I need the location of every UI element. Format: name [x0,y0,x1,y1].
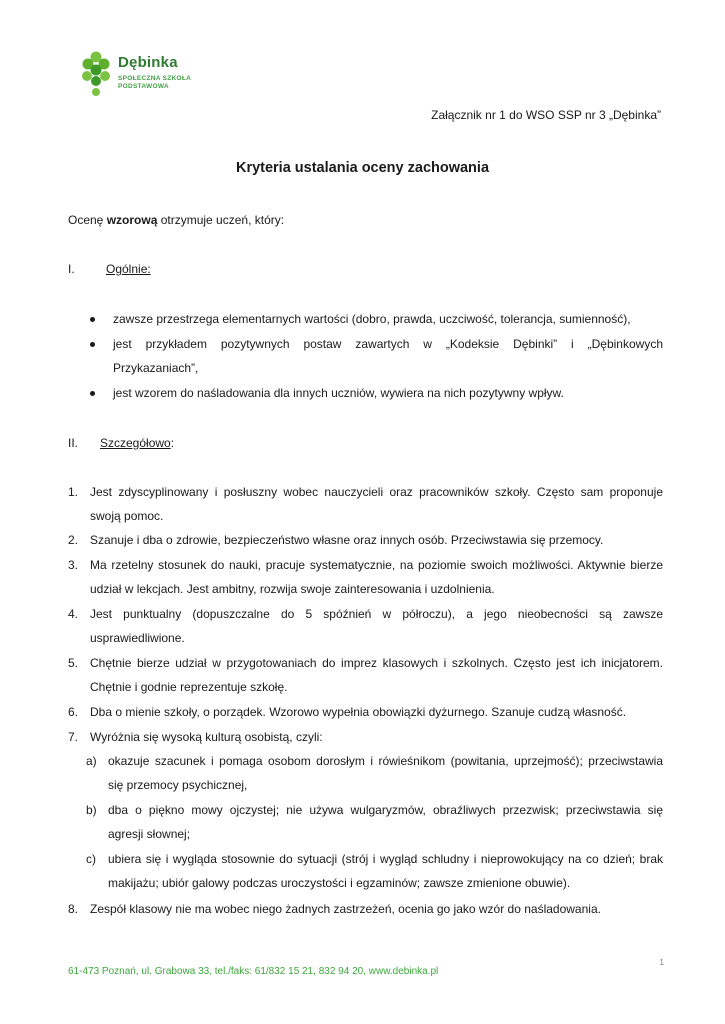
section2-title-text: Szczegółowo [100,436,171,450]
item-number: 4. [68,607,79,621]
sublist-item-continuation: agresji słownej; [108,827,191,841]
section1-number: I. [68,262,75,276]
section1-title: Ogólnie: [106,262,151,276]
item-number: 5. [68,656,79,670]
section2-number: II. [68,436,79,450]
item-number: 2. [68,533,79,547]
oak-leaf-icon [80,50,114,98]
intro-sentence [68,208,284,232]
sublist-item-continuation: makijażu; ubiór galowy podczas uroczystości i egzaminów; zawsze zmienione obuwie). [108,876,571,890]
list-item: Dba o mienie szkoły, o porządek. Wzorowo wypełnia obowiązki dyżurnego. Szanuje cudzą własność. [90,705,627,719]
list-item-continuation: Chętnie i godnie reprezentuje szkołę. [90,680,288,694]
list-item: jest przykładem pozytywnych postaw zawartych w „Kodeksie Dębinki” i „Dębinkowych [113,337,663,351]
item-number: 3. [68,558,79,572]
item-number: 8. [68,902,79,916]
bullet-icon [90,391,95,396]
list-item: zawsze przestrzega elementarnych wartości (dobro, prawda, uczciwość, tolerancja, sumienność), [113,312,631,326]
sublist-item: ubiera się i wygląda stosownie do sytuacji (strój i wygląd schludny i nieprowokujący na co dzień; brak [108,852,663,866]
sublist-item-continuation: się przemocy psychicznej, [108,778,248,792]
section2-title [100,436,174,450]
intro-text-after: otrzymuje uczeń, który: [157,213,285,227]
list-item-continuation: swoją pomoc. [90,509,164,523]
sublist-item: okazuje szacunek i pomaga osobom dorosłym i rówieśnikom (powitania, uprzejmość); przeciwstawia [108,754,663,768]
bullet-icon [90,342,95,347]
subitem-letter: a) [86,754,97,768]
list-item: Jest zdyscyplinowany i posłuszny wobec nauczycieli oraz pracowników szkoły. Często sam proponuje [90,485,663,499]
logo-subtitle-line2: PODSTAWOWA [118,83,169,90]
annex-reference: Załącznik nr 1 do WSO SSP nr 3 „Dębinka” [431,108,661,122]
document-title: Kryteria ustalania oceny zachowania [235,160,490,176]
section2-title-colon: : [170,436,175,450]
logo-subtitle-line1: SPOŁECZNA SZKOŁA [118,75,192,82]
list-item: Ma rzetelny stosunek do nauki, pracuje systematycznie, na poziomie swoich możliwości. Aktywnie bierze [90,558,663,572]
list-item: Jest punktualny (dopuszczalne do 5 spóźnień w półroczu), a jego nieobecności są zawsze [90,607,663,621]
item-number: 7. [68,730,79,744]
list-item: Zespół klasowy nie ma wobec niego żadnych zastrzeżeń, ocenia go jako wzór do naśladowania. [90,902,601,916]
list-item-continuation: udział w lekcjach. Jest ambitny, rozwija swoje zainteresowania i uzdolnienia. [90,582,495,596]
school-logo [80,50,220,100]
intro-grade-bold: wzorową [106,213,158,227]
subitem-letter: c) [86,852,96,866]
list-item: Wyróżnia się wysoką kulturą osobistą, czyli: [90,730,323,744]
sublist-item: dba o piękno mowy ojczystej; nie używa wulgaryzmów, obraźliwych przezwisk; przeciwstawia się [108,803,663,817]
list-item: Szanuje i dba o zdrowie, bezpieczeństwo własne oraz innych osób. Przeciwstawia się przemocy. [90,533,604,547]
list-item-continuation: usprawiedliwione. [90,631,185,645]
intro-text-before: Ocenę [68,213,107,227]
item-number: 6. [68,705,79,719]
bullet-icon [90,317,95,322]
footer-address: 61-473 Poznań, ul. Grabowa 33, tel./faks: 61/832 15 21, 832 94 20, www.debinka.pl [68,966,439,977]
list-item-continuation: Przykazaniach”, [113,361,199,375]
item-number: 1. [68,485,79,499]
list-item: Chętnie bierze udział w przygotowaniach do imprez klasowych i szkolnych. Często jest ich inicjatorem. [90,656,663,670]
list-item: jest wzorem do naśladowania dla innych uczniów, wywiera na nich pozytywny wpływ. [113,386,564,400]
subitem-letter: b) [86,803,97,817]
logo-brand-name: Dębinka [118,54,178,71]
page-number: 1 [659,958,664,967]
